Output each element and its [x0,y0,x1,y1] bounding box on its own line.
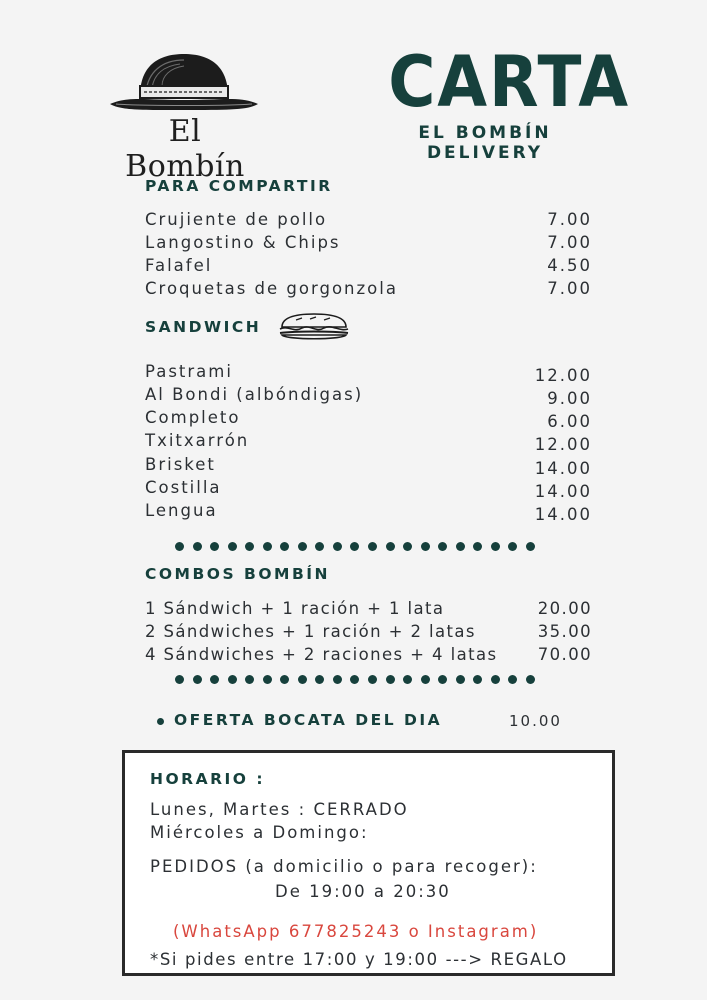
menu-item: Crujiente de pollo 7.00 [145,210,592,229]
menu-item: Costilla 14.00 [145,478,592,501]
schedule-box [122,750,615,976]
section-heading-para-compartir: PARA COMPARTIR [145,177,333,195]
subtitle-line-1: EL BOMBÍN [418,123,552,143]
schedule-line: Miércoles a Domingo: [150,823,369,842]
menu-item: 4 Sándwiches + 2 raciones + 4 latas 70.00 [145,645,592,664]
menu-item: Falafel 4.50 [145,256,592,275]
subtitle-line-2: DELIVERY [426,143,544,163]
logo-text: El Bombín [125,114,245,184]
menu-item: Txitxarrón 12.00 [145,431,592,454]
menu-item: Al Bondi (albóndigas) 9.00 [145,385,592,408]
schedule-line: Lunes, Martes : CERRADO [150,800,409,819]
menu-item: Croquetas de gorgonzola 7.00 [145,279,592,298]
schedule-line: De 19:00 a 20:30 [275,882,451,901]
bullet-icon [157,718,164,725]
menu-item: Pastrami 12.00 [145,362,592,385]
menu-item: Langostino & Chips 7.00 [145,233,592,252]
offer-price: 10.00 [509,712,562,730]
promo-line: *Si pides entre 17:00 y 19:00 ---> REGALO [150,950,568,969]
dot-divider [175,675,535,684]
section-heading-sandwich: SANDWICH [145,318,262,336]
schedule-line: PEDIDOS (a domicilio o para recoger): [150,857,538,876]
menu-item: 1 Sándwich + 1 ración + 1 lata 20.00 [145,599,592,618]
menu-item: Brisket 14.00 [145,455,592,478]
section-heading-combos: COMBOS BOMBÍN [145,565,330,583]
menu-item: Completo 6.00 [145,408,592,431]
menu-item: 2 Sándwiches + 1 ración + 2 latas 35.00 [145,622,592,641]
contact-line: (WhatsApp 677825243 o Instagram) [173,922,539,941]
schedule-heading: HORARIO : [150,770,266,788]
menu-item: Lengua 14.00 [145,501,592,524]
dot-divider [175,542,535,551]
offer-label: OFERTA BOCATA DEL DIA [174,711,443,729]
sandwich-icon [276,311,352,343]
page-title: CARTA [388,41,630,123]
